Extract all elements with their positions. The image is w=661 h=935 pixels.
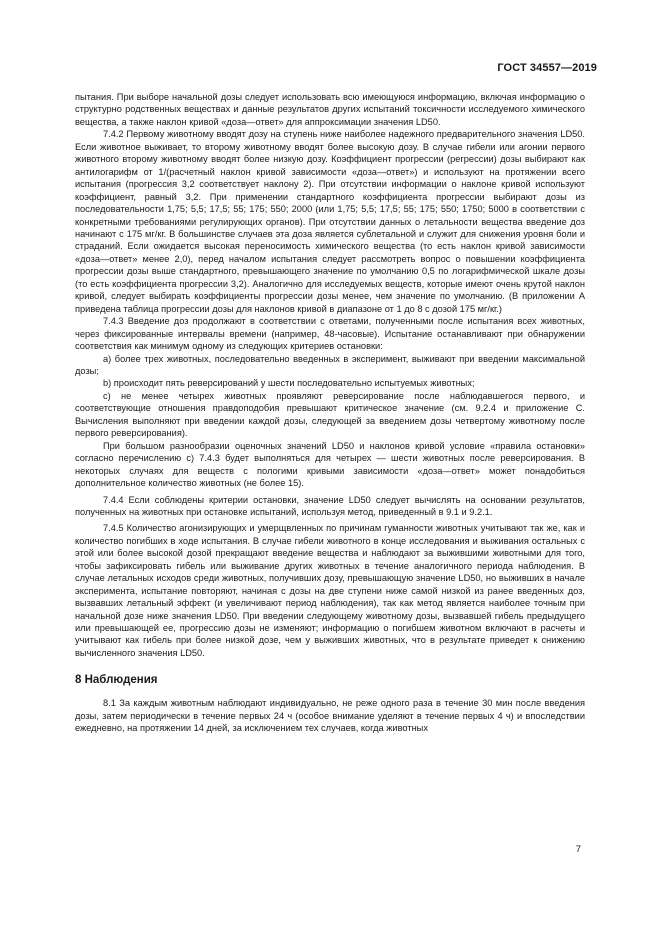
paragraph-stopping-rule-note: При большом разнообразии оценочных значений LD50 и наклонов кривой условие «правила остановки» согласно перечислению с) 7.4.3 будет выполняться для четырех — шести животных после реверсирования. В некоторых случаях для веществ с пологими кривыми зависимости «доза—ответ» может понадобиться дополнительное количество животных (не более 15).	[75, 440, 585, 489]
paragraph-continuation: пытания. При выборе начальной дозы следует использовать всю имеющуюся информацию, включая информацию о структурно родственных веществах и данные результатов других испытаний токсичности исследуемого химического вещества, а также наклон кривой «доза—ответ» для аппроксимации значения LD50.	[75, 92, 585, 127]
document-body	[75, 91, 585, 735]
paragraph-7-4-5: 7.4.5 Количество агонизирующих и умерщвленных по причинам гуманности животных учитывают так же, как и количество погибших в ходе испытания. В случае гибели животного в конце исследования и выживания остальных с этой или более высокой дозой прекращают введение вещества и наблюдают за выжившими животными для того, чтобы зафиксировать гибель или выживание других животных в течение аналогичного периода наблюдения. В случае летальных исходов среди животных, получивших дозу, превышающую значение LD50, но выживших в начале эксперимента, испытание повторяют, начиная с дозы на две ступени ниже самой низкой из ранее введенных доз, вызвавших летальный эффект (и увеличивают период наблюдения), так как метод является наиболее точным при начальной дозе ниже значения LD50. При введении следующему животному дозы, вызвавшей гибель предыдущего или превышающей ее, прогрессию дозы не изменяют; информацию о погибшем животном включают в расчеты и учитывают как гибель при более низкой дозе, чем у выживших животных, что в результате приведет к снижению вычисленного значения LD50.	[75, 523, 585, 658]
list-item-b: b) происходит пять реверсирований у шести последовательно испытуемых животных;	[103, 378, 475, 389]
paragraph-7-4-4: 7.4.4 Если соблюдены критерии остановки, значение LD50 следует вычислять на основании результатов, полученных на животных при остановке испытаний, используя метод, приведенный в 9.1 и 9.2.1.	[75, 494, 585, 517]
paragraph-7-4-2: 7.4.2 Первому животному вводят дозу на ступень ниже наиболее надежного предварительного значения LD50. Если животное выживает, то второму животному вводят более высокую дозу. В случае гибели или агонии первого животного второму животному вводят более низкую дозу. Коэффициент прогрессии (регрессии) дозы выбирают как антилогарифм от 1/(расчетный наклон кривой зависимости «доза—ответ») и используют на протяжении всего испытания (прогрессия 3,2 соответствует наклону 2). При отсутствии информации о наклоне кривой используют коэффициент, равный 3,2. При применении стандартного коэффициента прогрессии выбирают дозы из последовательности 1,75; 5,5; 17,5; 55; 175; 550; 2000 (или 1,75; 5,5; 17,5; 55; 175; 550; 1750; 5000 в соответствии с конкретными требованиями регулирующих органов). При отсутствии данных о летальности вещества введение доз начинают с 175 мг/кг. В большинстве случаев эта доза является сублетальной и служит для снижения уровня боли и страданий. Если ожидается высокая переносимость химического вещества (то есть наклон кривой зависимости «доза—ответ» менее 2,0), перед началом испытания следует рассмотреть вопрос о повышении коэффициента прогрессии дозы выше стандартного, превышающего значение по умолчанию 0,5 по логарифмической шкале дозы (то есть коэффициента прогрессии 3,2). Аналогично для исследуемых веществ, которые имеют очень крутой наклон кривой, следует выбирать коэффициенты прогрессии дозы менее, чем значение по умолчанию. (В приложении А приведена таблица прогрессии дозы для наклонов кривой в диапазоне от 1 до 8 с дозой 175 мг/кг.)	[75, 129, 585, 314]
paragraph-8-1: 8.1 За каждым животным наблюдают индивидуально, не реже одного раза в течение 30 мин после введения дозы, затем периодически в течение первых 24 ч (особое внимание уделяют в течение первых 4 ч) и впоследствии ежедневно, на протяжении 14 дней, за исключением тех случаев, когда животных	[75, 698, 585, 734]
list-item-c: c) не менее четырех животных проявляют реверсирование после наблюдавшегося первого, и соответствующие отношения правдоподобия превышают критическое значение (см. 9.2.4 и приложение С. Вычисления выполняют при введении каждой дозы, следующей за введением дозы четвертому животному после первого реверсирования).	[75, 390, 585, 439]
page-number: 7	[575, 844, 581, 855]
section-heading-observations: 8 Наблюдения	[75, 674, 158, 687]
paragraph-7-4-3: 7.4.3 Введение доз продолжают в соответствии с ответами, полученными после испытания всех животных, через фиксированные интервалы времени (например, 48-часовые). Испытание останавливают при обнаружении соответствия как минимум одному из следующих критериев остановки:	[75, 316, 585, 352]
document-code-header: ГОСТ 34557—2019	[497, 62, 597, 74]
list-item-a: a) более трех животных, последовательно введенных в эксперимент, выживают при введении максимальной дозы;	[75, 353, 585, 376]
